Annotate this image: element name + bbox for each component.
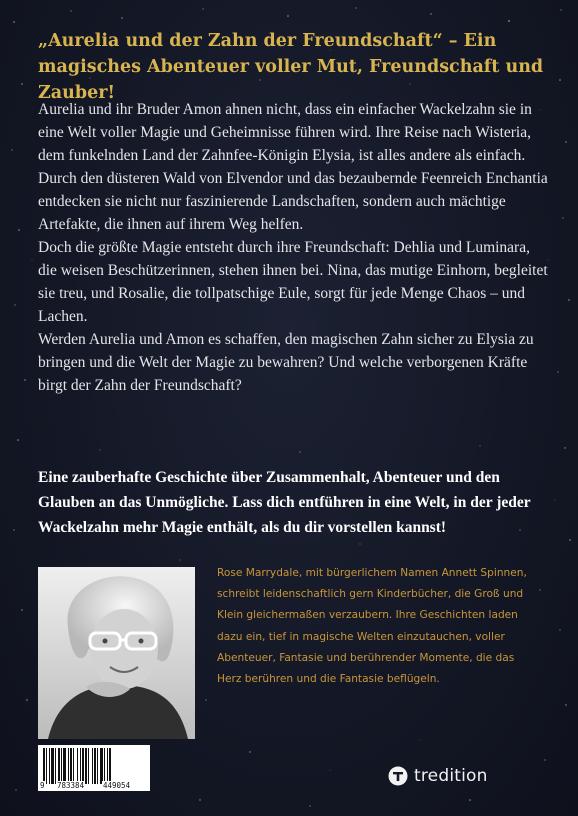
- barcode-bar: [51, 748, 54, 784]
- barcode-bar: [109, 748, 111, 784]
- publisher-name: tredition: [414, 766, 488, 786]
- tredition-logo-icon: [388, 766, 408, 786]
- blurb-paragraph: Doch die größte Magie entsteht durch ihre Freundschaft: Dehlia und Luminara, die weisen Beschützerinnen, stehen ihnen bei. Nina, das mutige Einhorn, begleitet sie treu, und Rosalie, die tollpatschige Eule, sorgt für jede Menge Chaos – und Lachen.: [38, 239, 548, 325]
- barcode-bar: [100, 748, 103, 784]
- blurb-paragraph: Werden Aurelia und Amon es schaffen, den magischen Zahn sicher zu Elysia zu bringen und die Welt der Magie zu bewahren? Und welche verborgenen Kräfte birgt der Zahn der Freundschaft?: [38, 331, 534, 394]
- barcode-bar: [43, 748, 45, 784]
- barcode-bar: [73, 748, 74, 784]
- barcode-bar: [85, 748, 87, 784]
- back-cover-blurb: [38, 98, 550, 397]
- barcode-bar: [68, 748, 69, 784]
- barcode-bar: [80, 748, 81, 784]
- barcode-bar: [46, 748, 47, 784]
- barcode-bar: [55, 748, 56, 784]
- barcode-bar: [94, 748, 96, 784]
- barcode-bar: [97, 748, 98, 784]
- barcode-bar: [88, 748, 89, 784]
- barcode-bar: [70, 748, 72, 784]
- isbn-group-2: 449054: [103, 781, 131, 790]
- barcode-bar: [107, 748, 108, 784]
- headline: „Aurelia und der Zahn der Freundschaft“ – Ein magisches Abenteuer voller Mut, Freundschaft und Zauber!: [38, 31, 544, 103]
- barcode-bar: [82, 748, 84, 784]
- barcode-bar: [49, 748, 50, 784]
- barcode-bar: [63, 748, 66, 784]
- barcode-bar: [58, 748, 60, 784]
- publisher-brand: [388, 763, 488, 789]
- barcode-bar: [77, 748, 78, 784]
- blurb-paragraph: Aurelia und ihr Bruder Amon ahnen nicht, dass ein einfacher Wackelzahn sie in eine Welt voller Magie und Geheimnisse führen wird. Ihre Reise nach Wisteria, dem funkelnden Land der Zahnfee-Königin Elysia, ist alles andere als einfach. Durch den düsteren Wald von Elvendor und das bezaubernde Feenreich Enchantia entdecken sie nicht nur faszinierende Landschaften, sondern auch mächtige Artefakte, die ihnen auf ihrem Weg helfen.: [38, 101, 548, 233]
- tagline: Eine zauberhafte Geschichte über Zusammenhalt, Abenteuer und den Glauben an das Unmögliche. Lass dich entführen in eine Welt, in der jeder Wackelzahn mehr Magie enthält, als du dir vorstellen kannst!: [38, 469, 531, 536]
- isbn-barcode: [38, 745, 150, 791]
- barcode-bar: [92, 748, 93, 784]
- isbn-group-1: 783384: [57, 781, 85, 790]
- isbn-prefix: 9: [40, 781, 45, 790]
- author-bio: Rose Marrydale, mit bürgerlichem Namen Annett Spinnen, schreibt leidenschaftlich gern Kinderbücher, die Groß und Klein gleichermaßen verzaubern. Ihre Geschichten laden dazu ein, tief in magische Welten einzutauchen, voller Abenteuer, Fantasie und berührender Momente, die das Herz berühren und die Fantasie beflügeln.: [217, 567, 527, 686]
- author-photo: [38, 567, 195, 739]
- barcode-bar: [61, 748, 62, 784]
- barcode-bar: [104, 748, 105, 784]
